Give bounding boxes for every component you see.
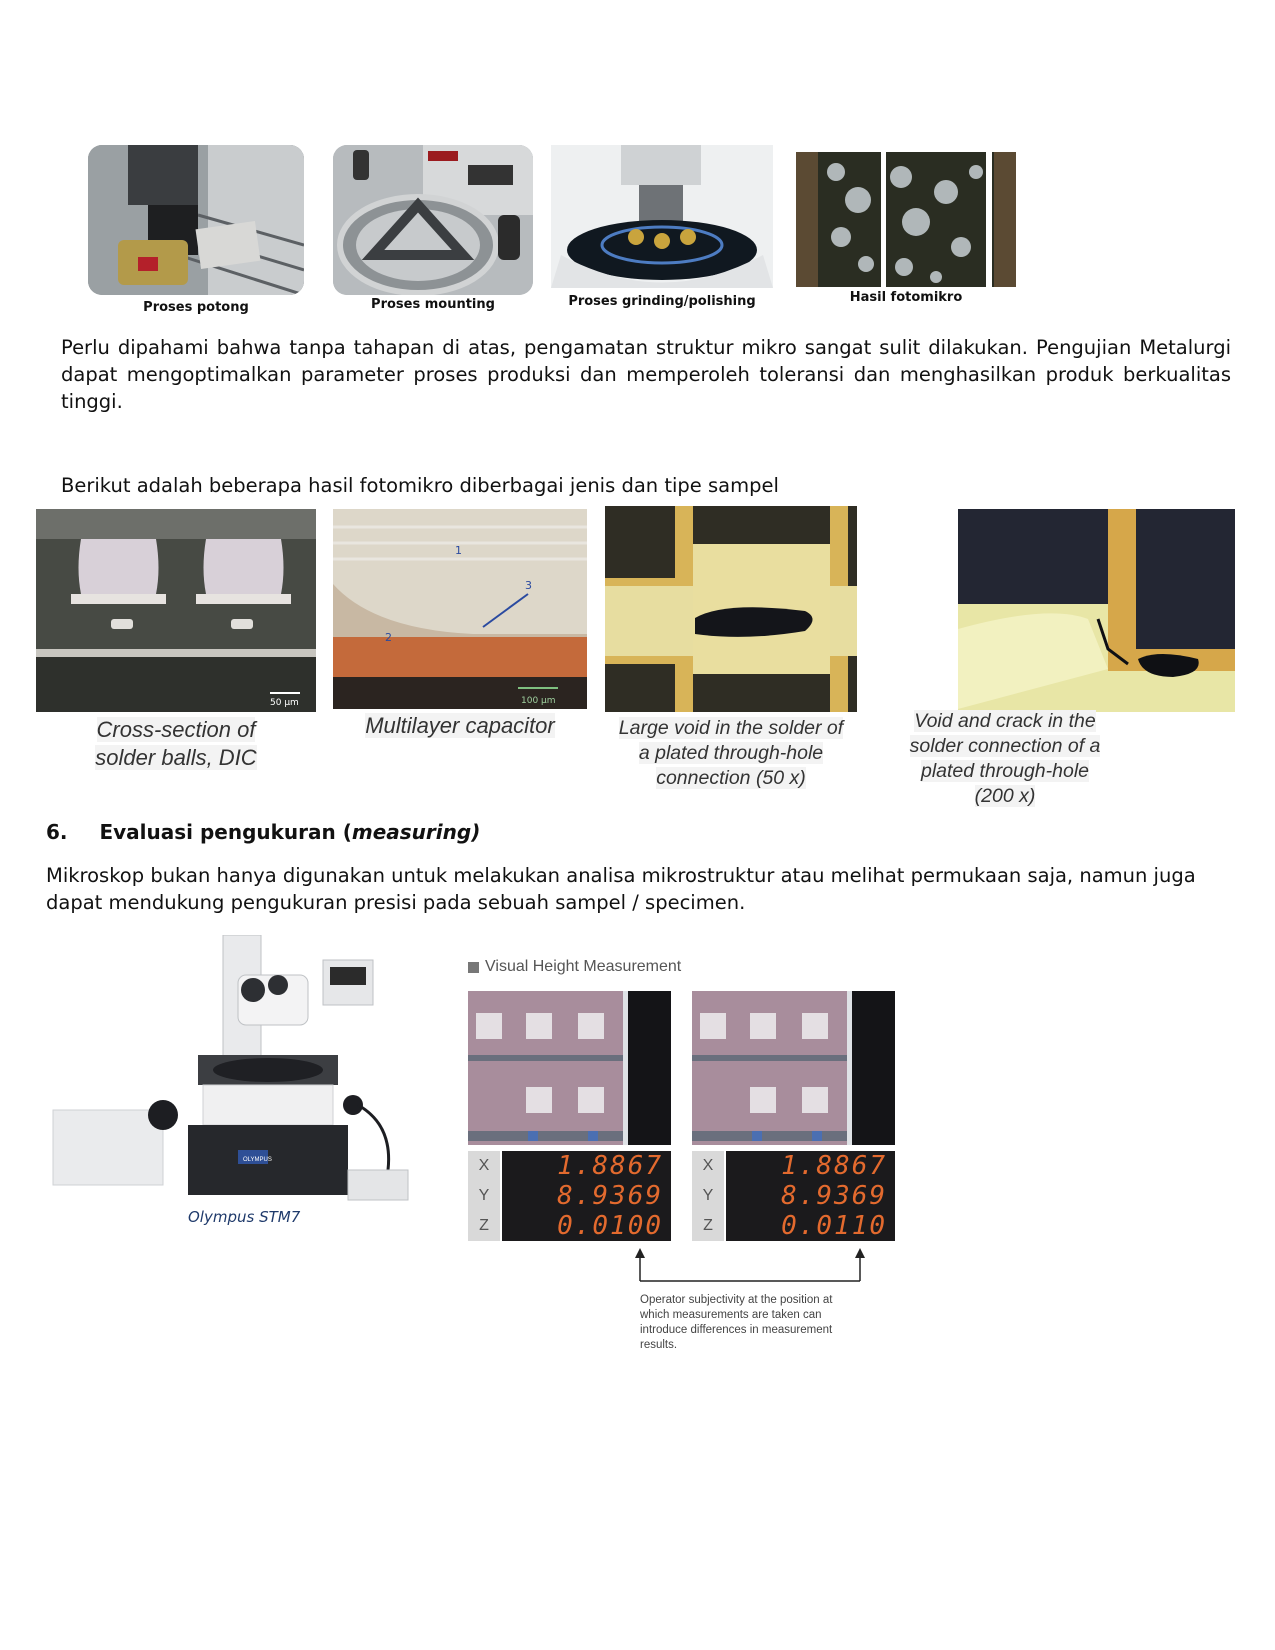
caption-micrograph: Hasil fotomikro	[849, 290, 963, 305]
axis-z-right: Z	[703, 1217, 713, 1234]
section-heading	[46, 820, 480, 844]
caption-void-crack-line1: Void and crack in the	[914, 710, 1096, 732]
lcd-y-left: 8.9369	[557, 1181, 663, 1211]
axis-y-left: Y	[478, 1187, 490, 1204]
solder-balls-micrograph	[36, 509, 316, 712]
microscope-brand: OLYMPUS	[243, 1157, 272, 1163]
lcd-readout-left	[502, 1151, 671, 1241]
caption-large-void-line2: a plated through-hole	[638, 742, 824, 764]
caption-solder-balls	[36, 716, 316, 772]
caption-mounting: Proses mounting	[371, 297, 495, 312]
section-title-plain: Evaluasi pengukuran (	[99, 820, 352, 844]
paragraph-intro: Perlu dipahami bahwa tanpa tahapan di atas, pengamatan struktur mikro sangat sulit dilakukan. Pengujian Metalurgi dapat mengoptimalkan parameter proses produksi dan memperoleh toleransi dan menghasilkan produk berkualitas tinggi.	[61, 336, 1231, 413]
micrograph-photo	[796, 152, 1016, 287]
caption-void-crack-line2: solder connection of a	[909, 735, 1101, 757]
caption-large-void	[605, 716, 857, 791]
caption-solder-balls-line2: solder balls, DIC	[95, 745, 257, 770]
caption-void-crack	[880, 709, 1130, 809]
lcd-y-right: 8.9369	[781, 1181, 887, 1211]
section-number: 6.	[46, 820, 68, 844]
polishing-machine-photo	[551, 145, 773, 288]
section-title-italic: measuring)	[351, 820, 481, 844]
measurement-note: Operator subjectivity at the position at which measurements are taken can introduce differences in measurement results.	[640, 1294, 833, 1351]
caption-large-void-line1: Large void in the solder of	[618, 717, 844, 739]
capacitor-micrograph	[333, 509, 587, 709]
large-void-micrograph	[605, 506, 857, 712]
axis-x-left: X	[478, 1157, 490, 1174]
scale-label-50: 50 µm	[270, 698, 299, 708]
measurement-title-text: Visual Height Measurement	[485, 958, 682, 975]
lcd-z-left: 0.0100	[557, 1211, 663, 1241]
mounting-press-photo	[333, 145, 533, 295]
lcd-x-left: 1.8867	[557, 1151, 663, 1181]
axis-labels-left	[468, 1151, 500, 1241]
axis-y-right: Y	[702, 1187, 714, 1204]
paragraph-micrograph-list: Berikut adalah beberapa hasil fotomikro diberbagai jenis dan tipe sampel	[61, 474, 779, 497]
capacitor-label-1: 1	[455, 544, 462, 557]
caption-polishing: Proses grinding/polishing	[568, 294, 756, 309]
axis-x-right: X	[702, 1157, 714, 1174]
caption-solder-balls-line1: Cross-section of	[96, 717, 256, 742]
comparison-arrows-icon	[630, 1248, 870, 1288]
axis-labels-right	[692, 1151, 724, 1241]
chip-view-left	[468, 991, 671, 1145]
cutting-machine-photo	[88, 145, 304, 295]
paragraph-measuring: Mikroskop bukan hanya digunakan untuk melakukan analisa mikrostruktur atau melihat permukaan saja, namun juga dapat mendukung pengukuran presisi pada sebuah sampel / specimen.	[46, 864, 1196, 914]
lcd-readout-right	[726, 1151, 895, 1241]
caption-cutting: Proses potong	[143, 300, 249, 315]
title-square-icon	[468, 962, 479, 973]
microscope-caption: Olympus STM7	[188, 1208, 301, 1226]
caption-void-crack-line3: plated through-hole	[920, 760, 1090, 782]
capacitor-label-2: 2	[385, 631, 392, 644]
lcd-x-right: 1.8867	[781, 1151, 887, 1181]
caption-capacitor	[333, 712, 587, 740]
void-crack-micrograph	[958, 509, 1235, 712]
lcd-z-right: 0.0110	[781, 1211, 887, 1241]
measurement-title	[468, 958, 681, 976]
caption-void-crack-line4: (200 x)	[974, 785, 1036, 807]
caption-large-void-line3: connection (50 x)	[656, 767, 806, 789]
caption-capacitor-line1: Multilayer capacitor	[365, 713, 555, 738]
microscope-photo	[48, 935, 428, 1220]
axis-z-left: Z	[479, 1217, 489, 1234]
chip-view-right	[692, 991, 895, 1145]
scale-label-100: 100 µm	[521, 696, 556, 706]
capacitor-label-3: 3	[525, 579, 532, 592]
